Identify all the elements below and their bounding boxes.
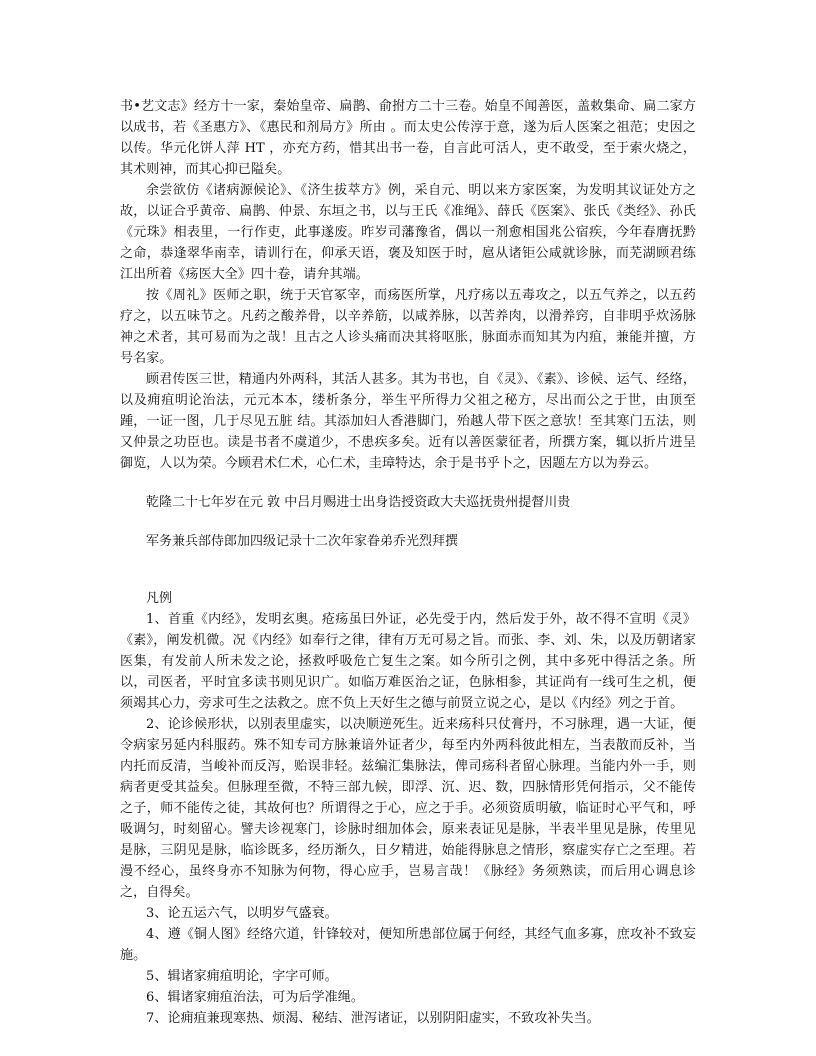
preface-paragraph-4: 顾君传医三世，精通内外两科，其活人甚多。其为书也，自《灵》、《素》、诊候、运气、经络，以及痈疽明论治法，元元本本，缕析条分，举生平所得力父祖之秘方，尽出而公之于世，由顶至踵，一证一图，几于尽见五脏 结。其添加妇人香港脚门，殆越人带下医之意欤！至其寒门五法，则又仲景之功臣也。读是书者不虞道少，不患疾多矣。近有以善医蒙征者，所撰方案，辄以折片进呈御览，人以为荣。今顾君术仁术，心仁术，圭璋特达，余于是书乎卜之，因题左方以为券云。 <box>120 372 696 471</box>
fanli-item-3: 3、论五运六气，以明岁气盛衰。 <box>146 906 338 921</box>
preface-paragraph-2: 余尝欲仿《诸病源候论》、《济生拔萃方》例，采自元、明以来方家医案，为发明其议证处方之故，以证合乎黄帝、扁鹊、仲景、东垣之书，以与王氏《准绳》、薛氏《医案》、张氏《类经》、孙氏《元珠》相表里，一行作吏，此事遂废。昨岁司藩豫省，偶以一剂愈相国兆公宿疾，今年春膺抚黔之命，恭逢翠华南幸，请训行在，仰承天语，褒及知医于时，扈从诸钜公咸就诊脉，而芜湖顾君练江出所着《疡医大全》四十卷，请弁其端。 <box>120 183 696 282</box>
fanli-heading: 凡例 <box>146 591 173 606</box>
signature-line-1: 乾隆二十七年岁在元 敦 中吕月赐进士出身诰授资政大夫巡抚贵州提督川贵 <box>146 495 571 510</box>
document-page <box>120 96 696 1029</box>
fanli-item-2: 2、论诊候形状，以别表里虚实，以决顺逆死生。近来疡科只仗膏丹，不习脉理，遇一大证，便令病家另延内科服药。殊不知专司方脉兼谙外证者少，每至内外两科彼此相左，当表散而反补，当内托而反清，当峻补而反泻，贻误非轻。兹编汇集脉法，俾司疡科者留心脉理。当能内外一手，则病者更受其益矣。但脉理至微，不特三部九候，即浮、沉、迟、数，四脉情形凭何指示，父不能传之子，师不能传之徒，其故何也？所谓得之于心，应之于手。必须资质明敏，临证时心平气和，呼吸调匀，时刻留心。譬夫诊视寒门，诊脉时细加体会，原来表证见是脉，半表半里见是脉，传里见是脉，三阴见是脉，临诊既多，经历渐久，日夕精进，始能得脉息之情形，察虚实存亡之至理。若漫不经心，虽终身亦不知脉为何物，得心应手，岂易言哉！《脉经》务须熟读，而后用心调息诊之，自得矣。 <box>120 717 696 900</box>
fanli-item-4: 4、遵《铜人图》经络穴道，针锋较对，便知所患部位属于何经，其经气血多寡，庶攻补不致妄施。 <box>120 927 696 963</box>
preface-paragraph-3: 按《周礼》医师之职，统于天官冢宰，而疡医所掌，凡疗疡以五毒攻之，以五气养之，以五药疗之，以五味节之。凡药之酸养骨，以辛养筋，以咸养脉，以苦养肉，以滑养窍，自非明乎炊汤脉神之术者，其可易而为之哉！且古之人诊头痛而决其将呕胀，脉面赤而知其为内疽，兼能并擅，方号名家。 <box>120 288 696 366</box>
fanli-item-1: 1、首重《内经》，发明玄奥。疮疡虽曰外证，必先受于内，然后发于外，故不得不宣明《灵》《素》，阐发机微。况《内经》如奉行之律，律有万无可易之旨。而张、李、刘、朱，以及历朝诸家医集，有发前人所未发之论，拯救呼吸危亡复生之案。如今所引之例，其中多死中得活之条。所以，司医者，平时宜多读书则见识广。如临万难医治之证，色脉相参，其证尚有一线可生之机，便须竭其心力，旁求可生之法救之。庶不负上天好生之德与前贤立说之心，是以《内经》列之于首。 <box>120 612 696 711</box>
fanli-item-6: 6、辑诸家痈疽治法，可为后学准绳。 <box>146 990 364 1005</box>
preface-paragraph-1: 书•艺文志》经方十一家，秦始皇帝、扁鹊、俞拊方二十三卷。始皇不闻善医，盖敕集命、扁二家方以成书，若《圣惠方》、《惠民和剂局方》所由 。而太史公传淳于意，遂为后人医案之祖范；史因之以传。华元化饼人萍 HT ，亦充方药，惜其出书一卷，自言此可活人，吏不敢受，至于索火烧之，其术则神，而其心抑已隘矣。 <box>120 99 696 177</box>
fanli-item-5: 5、辑诸家痈疽明论，字字可师。 <box>146 969 338 984</box>
fanli-item-7: 7、论痈疽兼现寒热、烦渴、秘结、泄泻诸证，以别阴阳虚实，不致攻补失当。 <box>146 1011 600 1026</box>
signature-line-2: 军务兼兵部侍郎加四级记录十二次年家眷弟乔光烈拜撰 <box>146 534 459 549</box>
